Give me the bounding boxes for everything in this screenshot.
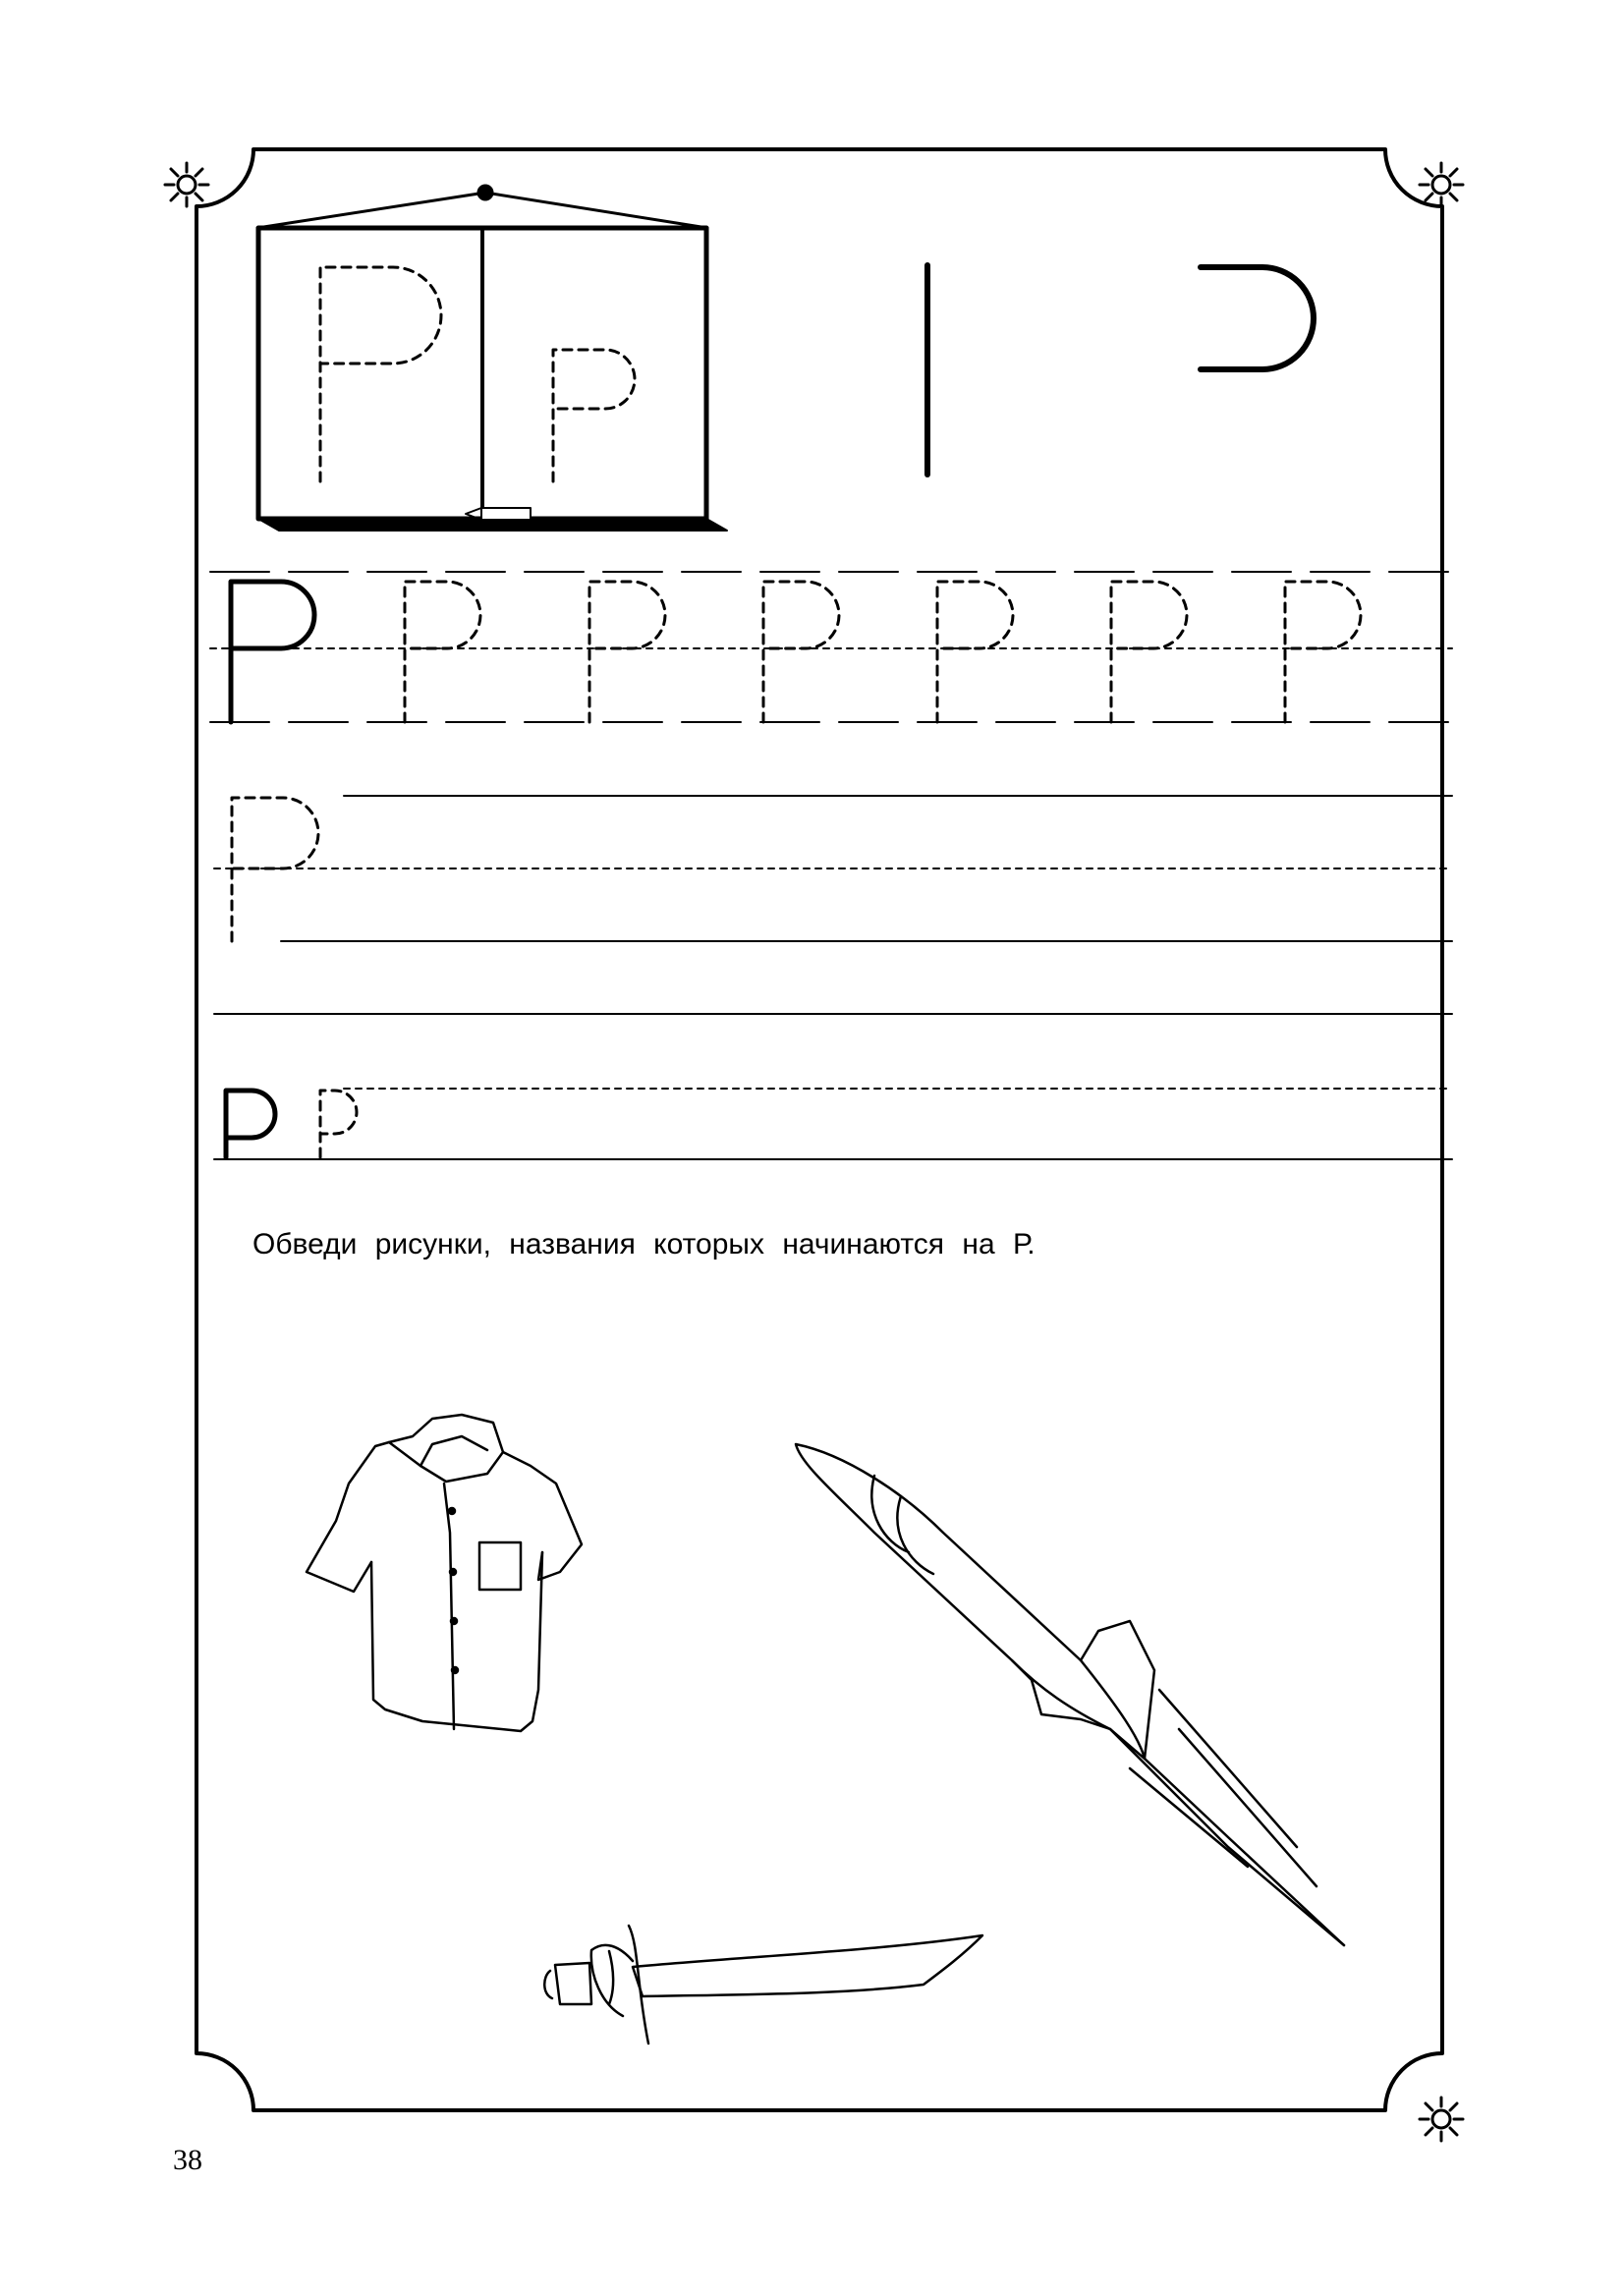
sun-ornament-icon [165, 163, 208, 206]
dashed-capital-letter [937, 582, 1013, 722]
practice-row-capital [210, 572, 1452, 722]
practice-row-lowercase [214, 796, 1452, 1014]
solid-letter [226, 1091, 275, 1157]
dashed-letter [320, 1091, 357, 1157]
page-number: 38 [173, 2144, 202, 2176]
sun-ornament-icon [1420, 163, 1463, 206]
sun-ornament-icon [1420, 2098, 1463, 2141]
stroke-element-arc [1201, 267, 1314, 369]
dashed-capital-letter [763, 582, 839, 722]
dashed-capital-letter [405, 582, 480, 722]
dashed-lowercase-letter [553, 350, 635, 481]
practice-row-mixed [214, 1089, 1452, 1159]
dashed-capital-letter [1111, 582, 1187, 722]
dashed-capital-letter [320, 267, 441, 481]
dashed-capital-letter [1285, 582, 1361, 722]
instruction-text: Обведи рисунки, названия которых начинаются на Р. [252, 1228, 1036, 1260]
chalkboard [257, 186, 727, 531]
rocket-picture [796, 1444, 1344, 1945]
sword-picture [544, 1926, 982, 2044]
dashed-lowercase-letter [232, 798, 318, 941]
shirt-picture [307, 1415, 582, 1731]
dashed-capital-letter [589, 582, 665, 722]
solid-capital-letter [231, 582, 314, 722]
